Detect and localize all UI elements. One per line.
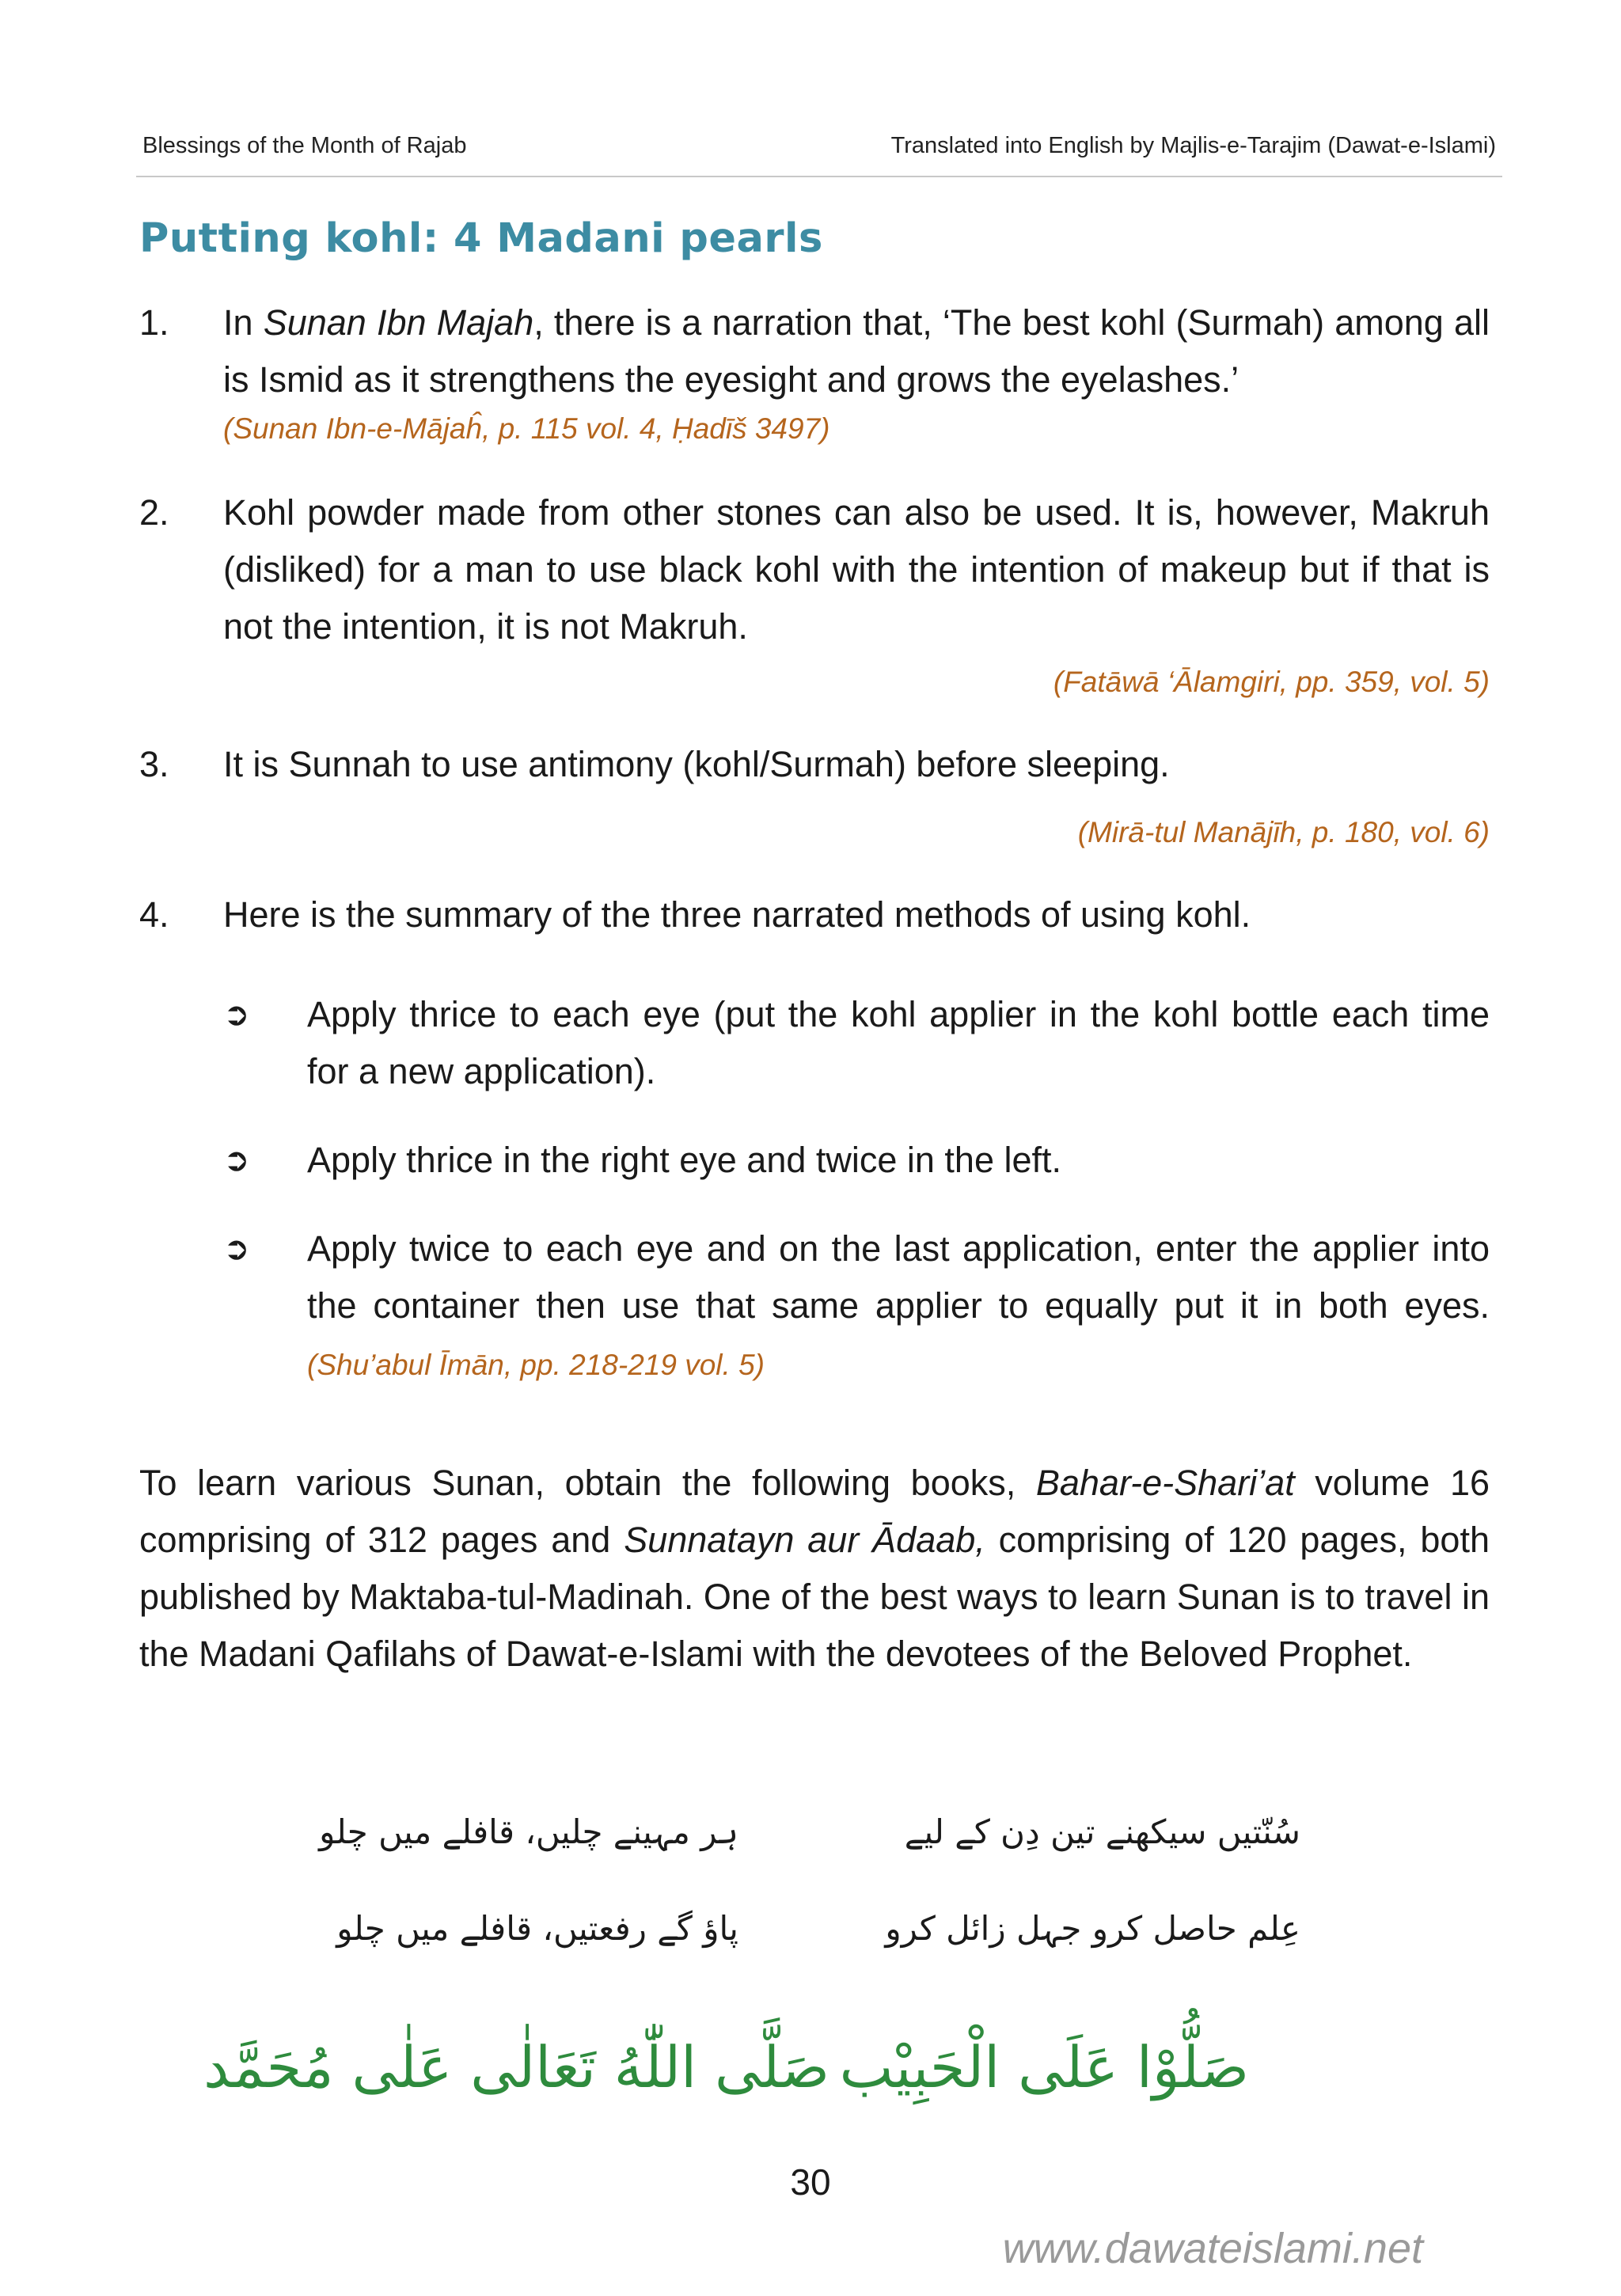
- item-number-3: 3.: [139, 744, 169, 784]
- arabic-salutation-right: صَلُّوْا عَلَى الْحَبِيْب: [839, 2034, 1249, 2101]
- page-number: 30: [790, 2161, 831, 2203]
- header-book-title: Blessings of the Month of Rajab: [142, 133, 467, 158]
- urdu-verse-line2-left: پاؤ گے رفعتیں، قافلے میں چلو: [336, 1909, 738, 1948]
- item-text-3: It is Sunnah to use antimony (kohl/Surmah) before sleeping.: [223, 744, 1170, 784]
- header-translator: Translated into English by Majlis-e-Tarajim (Dawat-e-Islami): [890, 133, 1496, 158]
- closing-paragraph: [139, 1455, 1490, 1683]
- item-text-1: [223, 294, 1490, 408]
- header-divider: [136, 176, 1502, 177]
- para-text-3: comprising of 120 pages, both published by Maktaba-tul-Madinah. One of the best ways to learn Sunan is to travel in the Madani Qafilahs of Dawat-e-Islami with the devotees of the Beloved Prophet.: [139, 1520, 1490, 1674]
- bullet-text-1: Apply thrice to each eye (put the kohl applier in the kohl bottle each time for a new application).: [307, 994, 1490, 1091]
- section-title: Putting kohl: 4 Madani pearls: [139, 215, 823, 262]
- arrow-bullet-icon: ➲: [223, 997, 250, 1032]
- para-text-2: volume 16 comprising of 312 pages and: [139, 1463, 1490, 1560]
- item-number-2: 2.: [139, 492, 169, 533]
- urdu-verse-line2-right: عِلم حاصل کرو جہل زائل کرو: [885, 1909, 1300, 1948]
- para-text-1: To learn various Sunan, obtain the following books,: [139, 1463, 1036, 1503]
- arabic-salutation-left: صَلَّى اللّٰهُ تَعَالٰى عَلٰى مُحَمَّد: [203, 2034, 829, 2101]
- arrow-bullet-icon: ➲: [223, 1231, 250, 1266]
- item-1-post: , there is a narration that, ‘The best kohl (Surmah) among all is Ismid as it strengthens the eyesight and grows the eyelashes.’: [223, 302, 1490, 400]
- para-book-1: Bahar-e-Shari’at: [1035, 1463, 1295, 1503]
- item-number-4: 4.: [139, 894, 169, 935]
- urdu-verse-line1-right: سُنّتیں سیکھنے تین دِن کے لیے: [904, 1812, 1300, 1851]
- item-1-pre: In: [223, 302, 264, 343]
- item-reference-1: (Sunan Ibn-e-Mājaĥ, p. 115 vol. 4, Ḥadīš 3497): [223, 412, 830, 445]
- bullet-text-3: [307, 1220, 1490, 1391]
- bullet-text-2: Apply thrice in the right eye and twice in the left.: [307, 1140, 1062, 1180]
- page-header: [136, 133, 1502, 173]
- para-book-2: Sunnatayn aur Ādaab,: [624, 1520, 985, 1560]
- website-watermark: www.dawateislami.net: [1002, 2225, 1423, 2272]
- arrow-bullet-icon: ➲: [223, 1143, 250, 1178]
- urdu-verse-line1-left: ہر مہینے چلیں، قافلے میں چلو: [319, 1812, 738, 1851]
- item-text-4: Here is the summary of the three narrated methods of using kohl.: [223, 894, 1251, 935]
- item-reference-2: (Fatāwā ‘Ālamgiri, pp. 359, vol. 5): [1053, 666, 1490, 698]
- bullet-3-text: Apply twice to each eye and on the last application, enter the applier into the container then use that same applier to equally put it in both eyes.: [307, 1228, 1490, 1326]
- item-1-book-title: Sunan Ibn Majah: [263, 302, 534, 343]
- bullet-reference-3: (Shu’abul Īmān, pp. 218-219 vol. 5): [307, 1349, 765, 1381]
- item-number-1: 1.: [139, 302, 169, 343]
- item-reference-3: (Mirā-tul Manājīh, p. 180, vol. 6): [1077, 816, 1490, 848]
- item-text-2: Kohl powder made from other stones can also be used. It is, however, Makruh (disliked) for a man to use black kohl with the intention of makeup but if that is not the intention, it is not Makruh.: [223, 492, 1490, 647]
